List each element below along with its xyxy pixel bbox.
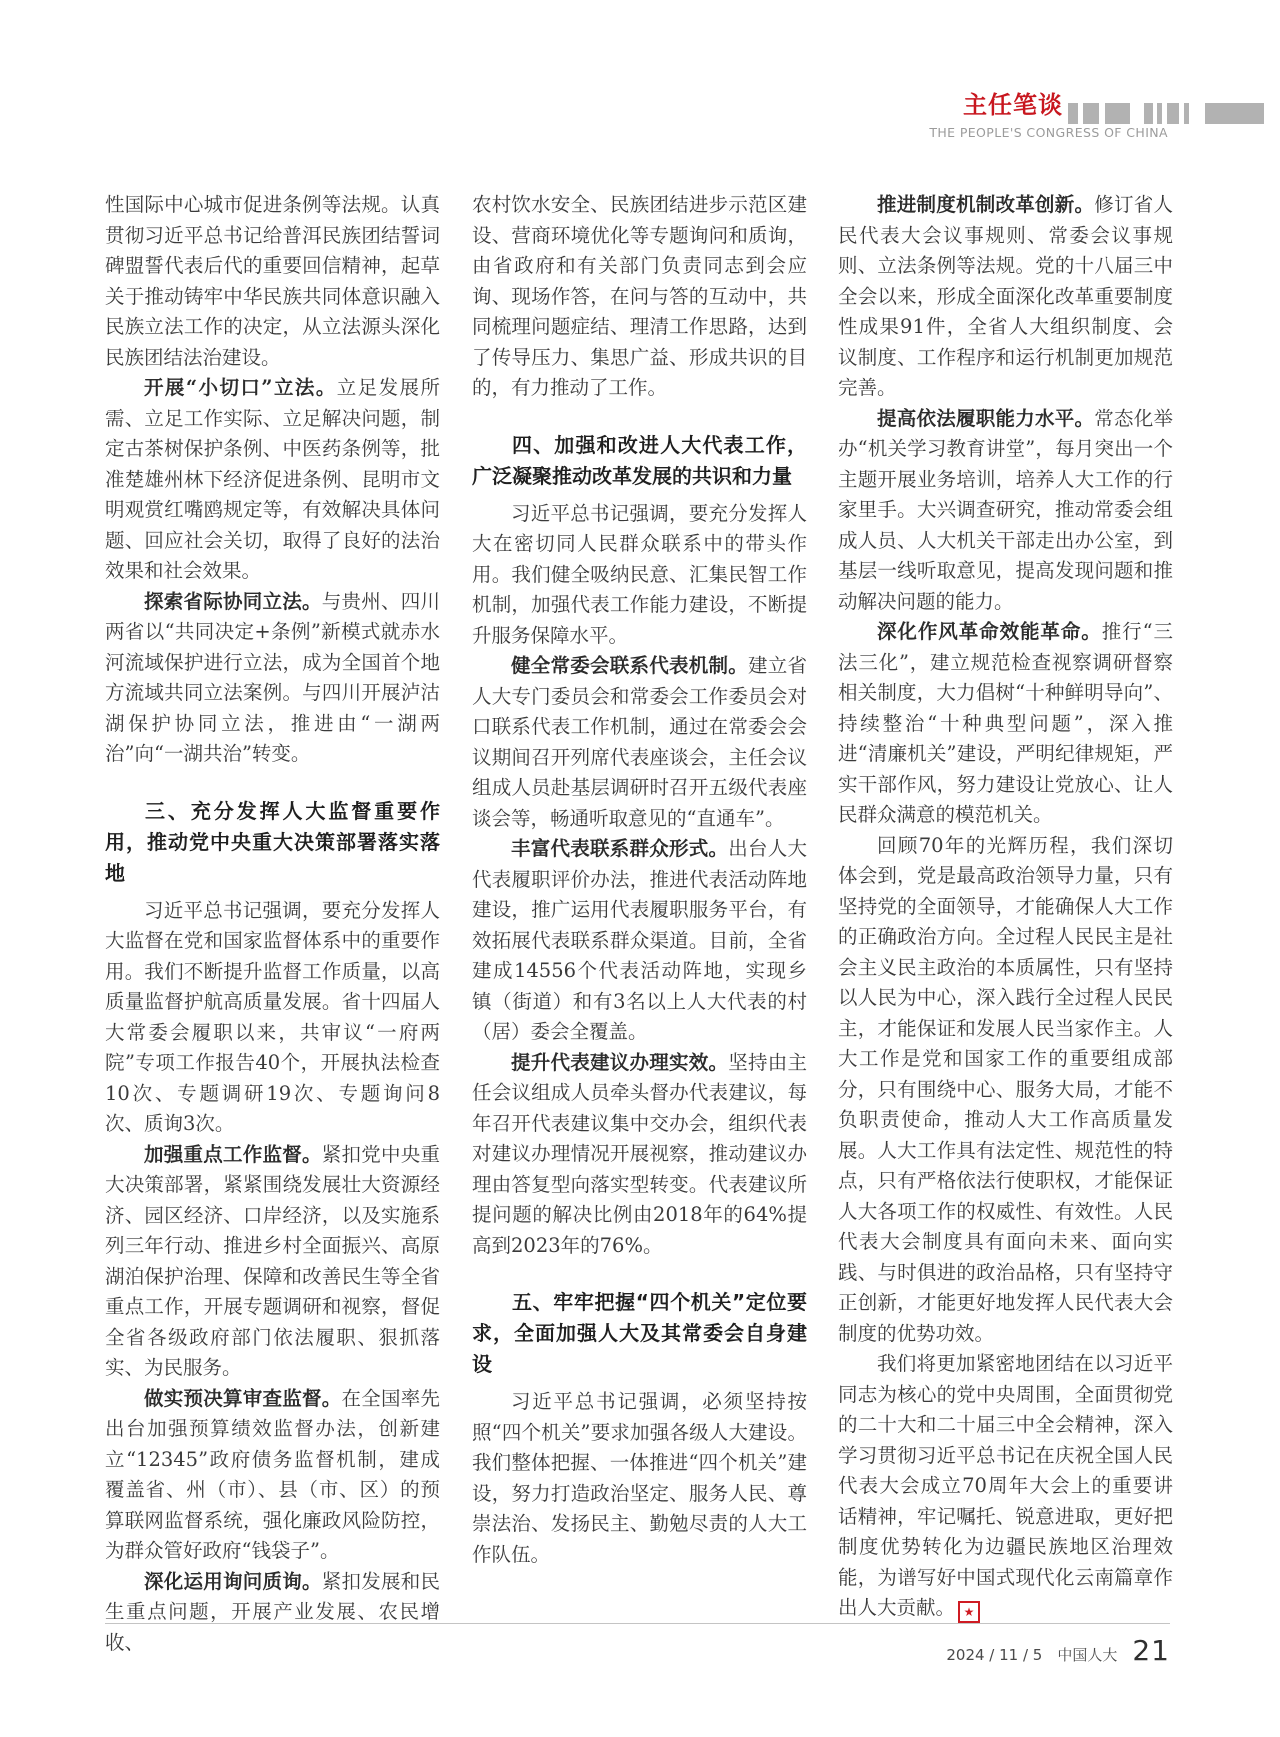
- paragraph-text: 习近平总书记强调，要充分发挥人大监督在党和国家监督体系中的重要作用。我们不断提升监督工作质量，以高质量监督护航高质量发展。省十四届人大常委会履职以来，共审议“一府两院”专项工作报告40个，开展执法检查10次、专题调研19次、专题询问8次、质询3次。: [105, 898, 440, 1135]
- paragraph: [472, 651, 807, 834]
- paragraph-text: 建立省人大专门委员会和常委会工作委员会对口联系代表工作机制，通过在常委会会议期间召开列席代表座谈会，主任会议组成人员赴基层调研时召开五级代表座谈会等，畅通听取意见的“直通车”。: [472, 654, 807, 830]
- paragraph-lead: 深化作风革命效能革命。: [877, 620, 1102, 643]
- decor-block: [1105, 103, 1130, 124]
- paragraph: [472, 499, 807, 652]
- paragraph-text: 坚持由主任会议组成人员牵头督办代表建议，每年召开代表建议集中交办会，组织代表对建议办理情况开展视察，推动建议办理由答复型向落实型转变。代表建议所提问题的解决比例由2018年的64%提高到2023年的76%。: [472, 1050, 807, 1257]
- column-3: [838, 190, 1173, 1624]
- paragraph-text: 紧扣党中央重大决策部署，紧紧围绕发展壮大资源经济、园区经济、口岸经济，以及实施系列三年行动、推进乡村全面振兴、高原湖泊保护治理、保障和改善民生等全省重点工作，开展专题调研和视察，督促全省各级政府部门依法履职、狠抓落实、为民服务。: [105, 1142, 440, 1379]
- section-heading: 五、牢牢把握“四个机关”定位要求，全面加强人大及其常委会自身建设: [472, 1290, 807, 1376]
- paragraph-text: 常态化举办“机关学习教育讲堂”，每月突出一个主题开展业务培训，培养人大工作的行家里手。大兴调查研究，推动常委会组成人员、人大机关干部走出办公室，到基层一线听取意见，提高发现问题和推动解决问题的能力。: [838, 406, 1173, 613]
- paragraph-lead: 健全常委会联系代表机制。: [511, 654, 748, 677]
- paragraph: [838, 1349, 1173, 1624]
- paragraph: [838, 190, 1173, 404]
- paragraph-text: 紧扣发展和民生重点问题，开展产业发展、农民增收、: [105, 1569, 440, 1654]
- paragraph-text: 习近平总书记强调，要充分发挥人大在密切同人民群众联系中的带头作用。我们健全吸纳民意、汇集民智工作机制，加强代表工作能力建设，不断提升服务保障水平。: [472, 501, 807, 647]
- decor-block: [1167, 103, 1179, 124]
- paragraph-lead: 丰富代表联系群众形式。: [511, 837, 729, 860]
- paragraph-text: 在全国率先出台加强预算绩效监督办法，创新建立“12345”政府债务监督机制，建成覆盖省、州（市）、县（市、区）的预算联网监督系统，强化廉政风险防控，为群众管好政府“钱袋子”。: [105, 1386, 440, 1562]
- paragraph-text: 修订省人民代表大会议事规则、常委会议事规则、立法条例等法规。党的十八届三中全会以来，形成全面深化改革重要制度性成果91件，全省人大组织制度、会议制度、工作程序和运行机制更加规范完善。: [838, 193, 1173, 399]
- paragraph: [105, 896, 440, 1140]
- paragraph: [472, 1387, 807, 1570]
- paragraph-lead: 深化运用询问质询。: [144, 1569, 322, 1593]
- paragraph: [105, 587, 440, 770]
- paragraph: [105, 190, 440, 373]
- paragraph-text: 农村饮水安全、民族团结进步示范区建设、营商环境优化等专题询问和质询，由省政府和有关部门负责同志到会应询、现场作答，在问与答的互动中，共同梳理问题症结、理清工作思路，达到了传导压力、集思广益、形成共识的目的，有力推动了工作。: [472, 193, 807, 399]
- decor-block: [1144, 103, 1153, 124]
- paragraph: [105, 1567, 440, 1659]
- paragraph: [105, 373, 440, 587]
- decor-block: [1205, 103, 1264, 124]
- paragraph-lead: 做实预决算审查监督。: [144, 1386, 342, 1410]
- decor-block: [1083, 103, 1099, 124]
- paragraph: [105, 1140, 440, 1384]
- paragraph-text: 推行“三法三化”，建立规范检查视察调研督察相关制度，大力倡树“十种鲜明导向”、持续整治“十种典型问题”，深入推进“清廉机关”建设，严明纪律规矩，严实干部作风，努力建设让党放心、让人民群众满意的模范机关。: [838, 620, 1173, 826]
- paragraph-text: 与贵州、四川两省以“共同决定+条例”新模式就赤水河流域保护进行立法，成为全国首个地方流域共同立法案例。与四川开展泸沽湖保护协同立法，推进由“一湖两治”向“一湖共治”转变。: [105, 589, 440, 765]
- footer-text: [946, 1634, 1170, 1667]
- paragraph: [838, 617, 1173, 831]
- paragraph-lead: 开展“小切口”立法。: [144, 376, 337, 399]
- footer-page-number: 21: [1132, 1634, 1170, 1667]
- paragraph-lead: 提高依法履职能力水平。: [877, 406, 1095, 430]
- paragraph-text: 性国际中心城市促进条例等法规。认真贯彻习近平总书记给普洱民族团结誓词碑盟誓代表后代的重要回信精神，起草关于推动铸牢中华民族共同体意识融入民族立法工作的决定，从立法源头深化民族团结法治建设。: [105, 193, 440, 369]
- paragraph-text: 回顾70年的光辉历程，我们深切体会到，党是最高政治领导力量，只有坚持党的全面领导，才能确保人大工作的正确政治方向。全过程人民民主是社会主义民主政治的本质属性，只有坚持以人民为中心，深入践行全过程人民民主，才能保证和发展人民当家作主。人大工作是党和国家工作的重要组成部分，只有围绕中心、服务大局，才能不负职责使命，推动人大工作高质量发展。人大工作具有法定性、规范性的特点，只有严格依法行使职权，才能保证人大各项工作的权威性、有效性。人民代表大会制度具有面向未来、面向实践、与时俱进的政治品格，只有坚持守正创新，才能更好地发挥人民代表大会制度的优势功效。: [838, 833, 1173, 1345]
- paragraph: [838, 831, 1173, 1350]
- section-title: 主任笔谈: [963, 91, 1063, 119]
- decor-block: [1068, 103, 1078, 124]
- paragraph-lead: 探索省际协同立法。: [144, 589, 322, 613]
- paragraph-text: 我们将更加紧密地团结在以习近平同志为核心的党中央周围，全面贯彻党的二十大和二十届三中全会精神，深入学习贯彻习近平总书记在庆祝全国人民代表大会成立70周年大会上的重要讲话精神，牢记嘱托、锐意进取，更好把制度优势转化为边疆民族地区治理效能，为谱写好中国式现代化云南篇章作出人大贡献。: [838, 1352, 1173, 1619]
- footer-magazine-name: 中国人大: [1057, 1646, 1118, 1664]
- paragraph: [105, 1384, 440, 1567]
- paragraph-text: 出台人大代表履职评价办法，推进代表活动阵地建设，推广运用代表履职服务平台，有效拓展代表联系群众渠道。目前，全省建成14556个代表活动阵地，实现乡镇（街道）和有3名以上人大代表的村（居）委会全覆盖。: [472, 837, 807, 1043]
- paragraph: [472, 190, 807, 404]
- paragraph-text: 习近平总书记强调，必须坚持按照“四个机关”要求加强各级人大建设。我们整体把握、一体推进“四个机关”建设，努力打造政治坚定、服务人民、尊崇法治、发扬民主、勤勉尽责的人大工作队伍。: [472, 1390, 807, 1566]
- section-heading: 三、充分发挥人大监督重要作用，推动党中央重大决策部署落实落地: [105, 798, 440, 885]
- footer-date: 2024 / 11 / 5: [946, 1646, 1043, 1664]
- paragraph-lead: 提升代表建议办理实效。: [511, 1050, 729, 1074]
- column-2: [472, 190, 807, 1570]
- header-subtitle: THE PEOPLE'S CONGRESS OF CHINA: [929, 125, 1168, 140]
- paragraph-lead: 推进制度机制改革创新。: [877, 193, 1095, 216]
- paragraph: [472, 834, 807, 1048]
- column-1: [105, 190, 440, 1658]
- footer-rule: [105, 1623, 1170, 1624]
- paragraph: [838, 404, 1173, 618]
- decor-block: [1157, 103, 1162, 124]
- end-mark-icon: ★: [958, 1601, 980, 1623]
- section-heading: 四、加强和改进人大代表工作，广泛凝聚推动改革发展的共识和力量: [472, 432, 807, 488]
- paragraph-text: 立足发展所需、立足工作实际、立足解决问题，制定古茶树保护条例、中医药条例等，批准楚雄州林下经济促进条例、昆明市文明观赏红嘴鸥规定等，有效解决具体问题、回应社会关切，取得了良好的法治效果和社会效果。: [105, 376, 440, 582]
- paragraph-lead: 加强重点工作监督。: [144, 1142, 322, 1166]
- decor-block: [1184, 103, 1189, 124]
- header-decoration: [1068, 103, 1264, 124]
- paragraph: [472, 1048, 807, 1262]
